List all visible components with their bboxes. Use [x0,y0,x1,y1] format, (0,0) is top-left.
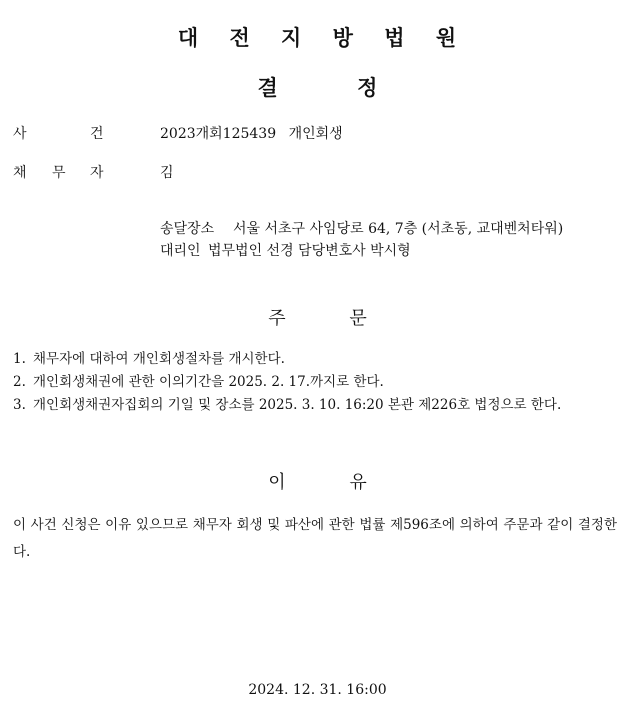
order-list [13,348,618,417]
reason-title: 이 유 [268,472,367,493]
order-item [13,394,618,417]
document-title: 결 정 [257,76,378,100]
order-item-text: 개인회생채권에 관한 이의기간을 2025. 2. 17.까지로 한다. [33,374,384,390]
court-name: 대 전 지 방 법 원 [177,26,458,50]
order-item [13,348,618,371]
order-item-number: 3. [13,397,26,413]
order-item-number: 2. [13,374,26,390]
order-item-text: 채무자에 대하여 개인회생절차를 개시한다. [33,351,285,367]
order-title: 주 문 [268,308,367,329]
agent-name: 법무법인 선경 담당변호사 박시형 [208,243,411,259]
service-address: 서울 서초구 사임당로 64, 7층 (서초동, 교대벤처타워) [233,221,564,237]
debtor-label-char-2: 무 [52,165,66,181]
debtor-label-char-1: 채 [13,165,27,181]
order-item-text: 개인회생채권자집회의 기일 및 장소를 2025. 3. 10. 16:20 본관 제226호 법정으로 한다. [33,397,562,413]
order-item [13,371,618,394]
case-label-char-1: 사 [13,126,27,142]
debtor-name: 김 [160,165,174,181]
case-number: 2023개회125439 개인회생 [160,126,343,142]
decision-date: 2024. 12. 31. 16:00 [248,682,387,698]
agent-label: 대리인 [160,243,201,259]
case-label-char-2: 건 [90,126,104,142]
order-item-number: 1. [13,351,26,367]
debtor-label-char-3: 자 [90,165,104,181]
service-address-label: 송달장소 [160,221,215,237]
reason-text: 이 사건 신청은 이유 있으므로 채무자 회생 및 파산에 관한 법률 제596조에 의하여 주문과 같이 결정한다. [13,517,617,560]
